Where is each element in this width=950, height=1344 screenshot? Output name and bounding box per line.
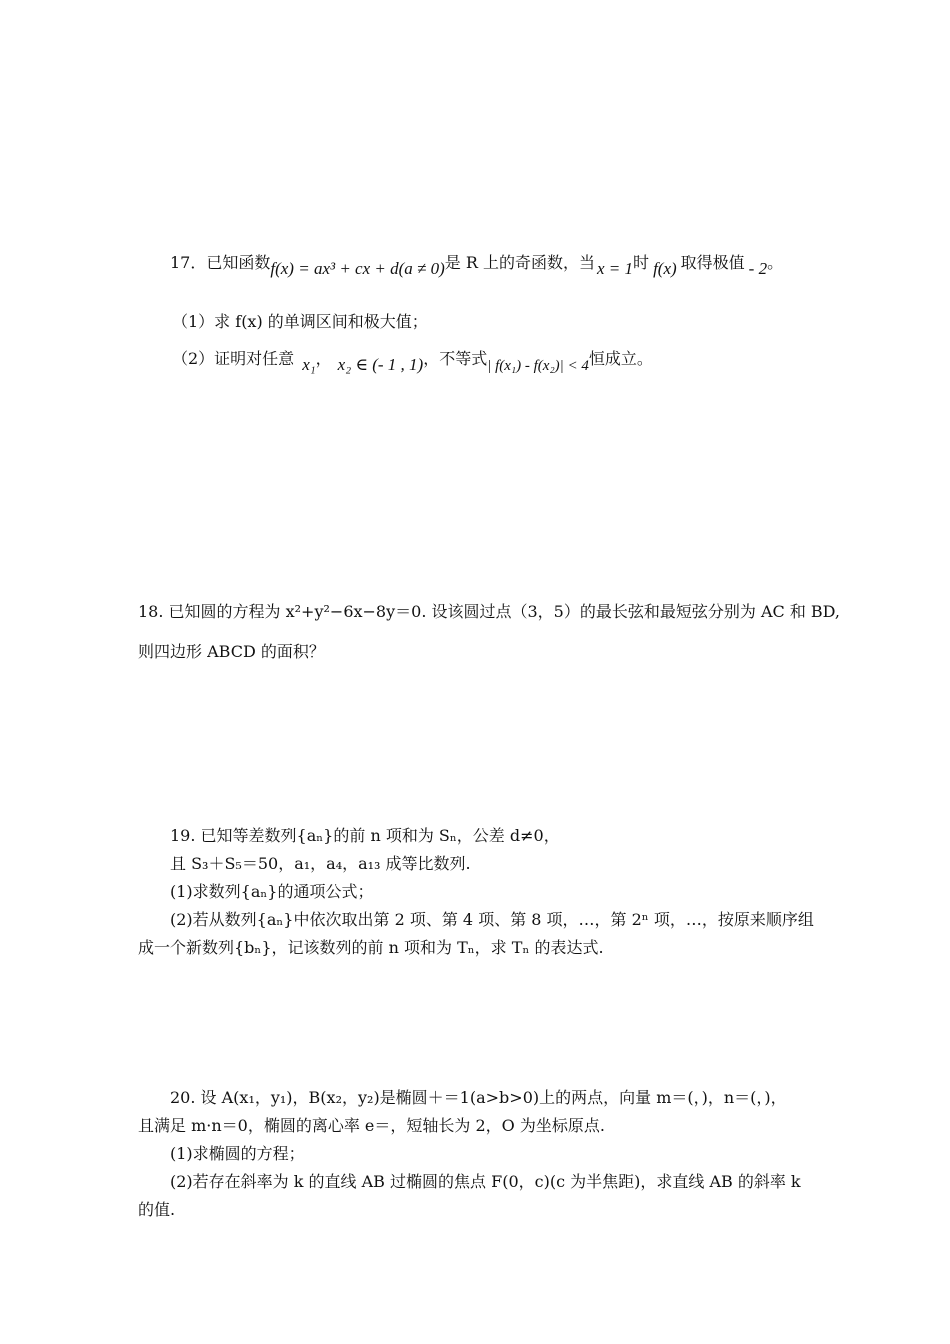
q17-part2-prefix: （2）证明对任意 [172,349,295,368]
q19-line3: (1)求数列{aₙ}的通项公式； [170,882,374,901]
q17-x1: x₁ [302,355,316,374]
q17-x2-domain: x₂ ∈ (- 1 , 1) [337,355,424,374]
q17-prefix: 17．已知函数 [170,253,271,272]
q17-mid3: 取得极值 [680,253,745,272]
q18-line1: 18. 已知圆的方程为 x²+y²−6x−8y＝0. 设该圆过点（3，5）的最长弦和最短弦分别为 AC 和 BD, [138,602,841,621]
q20-line3: (1)求椭圆的方程； [170,1144,305,1163]
q17-condition: x = 1 [597,259,634,278]
q17-end: 。 [767,253,784,272]
q17-mid1: 是 R 上的奇函数，当 [444,253,596,272]
q20-line1: 20. 设 A(x₁，y₁)，B(x₂，y₂)是椭圆＋＝1(a>b>0)上的两点，向量 m＝(，)，n＝(，)， [170,1088,787,1107]
q17-sep: ， [315,349,332,368]
q17-part1: （1）求 f(x) 的单调区间和极大值； [172,312,428,331]
q17-function-formula: f(x) = ax³ + cx + d(a ≠ 0) [270,259,445,278]
q17-part2-end: 恒成立。 [588,349,653,368]
q20-line4: (2)若存在斜率为 k 的直线 AB 过椭圆的焦点 F(0，c)(c 为半焦距)，求直线 AB 的斜率 k [170,1172,801,1191]
q19-line2: 且 S₃＋S₅＝50，a₁，a₄，a₁₃ 成等比数列. [170,854,471,873]
q17-inequality: | f(x₁) - f(x₂)| < 4 [487,358,589,374]
q19-line1: 19. 已知等差数列{aₙ}的前 n 项和为 Sₙ，公差 d≠0， [170,826,560,845]
q17-value: - 2 [748,259,768,278]
q17-line1 [170,251,784,278]
q17-mid2: 时 [633,253,650,272]
q17-part2 [172,347,653,372]
q20-line2: 且满足 m·n＝0，椭圆的离心率 e＝，短轴长为 2，O 为坐标原点. [138,1116,605,1135]
q19-line5: 成一个新数列{bₙ}，记该数列的前 n 项和为 Tₙ，求 Tₙ 的表达式. [138,938,604,957]
q17-mid: ，不等式 [423,349,488,368]
q17-fx: f(x) [653,259,677,278]
q20-line5: 的值. [138,1200,176,1219]
q19-line4: (2)若从数列{aₙ}中依次取出第 2 项、第 4 项、第 8 项，…，第 2ⁿ 项，…，按原来顺序组 [170,910,814,929]
q18-line2: 则四边形 ABCD 的面积？ [138,642,325,661]
